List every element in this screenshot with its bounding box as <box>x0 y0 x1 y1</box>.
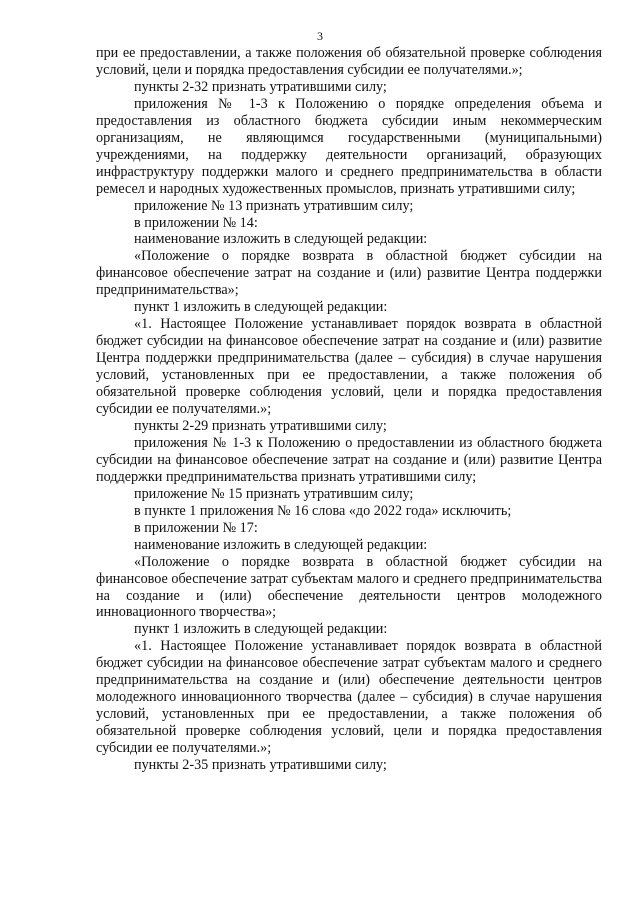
paragraph: «1. Настоящее Положение устанавливает порядок возврата в областной бюджет субсидии на финансовое обеспечение затрат на создание и (или) развитие Центра поддержки предпринимательства (далее – субсидия) в случае нарушения условий, установленных при ее предоставлении, а также положения об обязательной проверке соблюдения условий, цели и порядка предоставления субсидии ее получателями.»; <box>96 316 602 418</box>
document-body <box>96 45 602 774</box>
paragraph: приложение № 15 признать утратившим силу; <box>134 485 414 502</box>
paragraph: при ее предоставлении, а также положения об обязательной проверке соблюдения условий, цели и порядка предоставления субсидии ее получателями.»; <box>96 45 602 78</box>
page-number: 3 <box>317 29 323 43</box>
paragraph: пункты 2-35 признать утратившими силу; <box>134 757 387 774</box>
paragraph: пункты 2-32 признать утратившими силу; <box>134 78 387 95</box>
paragraph: приложения № 1-3 к Положению о порядке определения объема и предоставления из областного бюджета субсидии иным некоммерческим организациям, не являющимся государственными (муниципальными) учреждениями, на поддержку деятельности организаций, образующих инфраструктуру поддержки малого и среднего предпринимательства в области ремесел и народных художественных промыслов, признать утратившими силу; <box>96 95 602 197</box>
paragraph: в пункте 1 приложения № 16 слова «до 2022 года» исключить; <box>134 502 512 519</box>
paragraph: «Положение о порядке возврата в областной бюджет субсидии на финансовое обеспечение затрат на создание и (или) развитие Центра поддержки предпринимательства»; <box>96 248 602 299</box>
paragraph: приложение № 13 признать утратившим силу; <box>134 197 414 214</box>
paragraph: в приложении № 17: <box>134 519 258 536</box>
paragraph: приложения № 1-3 к Положению о предоставлении из областного бюджета субсидии на финансовое обеспечение затрат на создание и (или) развитие Центра поддержки предпринимательства признать утратившими силу; <box>96 434 602 485</box>
paragraph: наименование изложить в следующей редакции: <box>134 231 428 248</box>
paragraph: пункты 2-29 признать утратившими силу; <box>134 417 387 434</box>
paragraph: пункт 1 изложить в следующей редакции: <box>134 621 388 638</box>
paragraph: наименование изложить в следующей редакции: <box>134 536 428 553</box>
paragraph: «1. Настоящее Положение устанавливает порядок возврата в областной бюджет субсидии на финансовое обеспечение затрат субъектам малого и среднего предпринимательства на создание и (или) обеспечение деятельности центров молодежного инновационного творчества (далее – субсидия) в случае нарушения условий, установленных при ее предоставлении, а также положения об обязательной проверке соблюдения условий, цели и порядка предоставления субсидии ее получателями.»; <box>96 638 602 757</box>
paragraph: в приложении № 14: <box>134 214 258 231</box>
paragraph: «Положение о порядке возврата в областной бюджет субсидии на финансовое обеспечение затрат субъектам малого и среднего предпринимательства на создание и (или) обеспечение деятельности центров молодежного инновационного творчества»; <box>96 553 602 621</box>
paragraph: пункт 1 изложить в следующей редакции: <box>134 299 388 316</box>
